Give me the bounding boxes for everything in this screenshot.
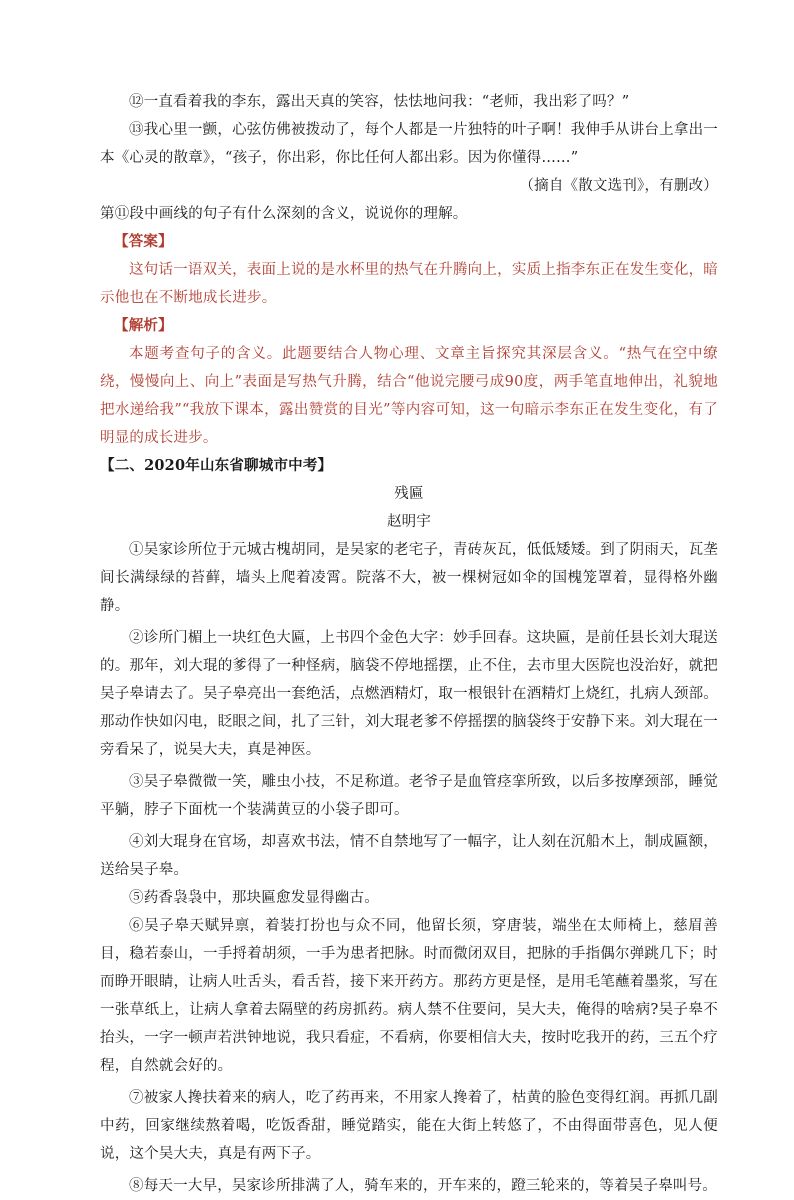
article-paragraph-3: ③吴子皋微微一笑，雕虫小技，不足称道。老爷子是血管痉挛所致，以后多按摩颈部，睡觉平躺，脖子下面枕一个装满黄豆的小袋子即可。 [100,774,718,818]
document-page [100,88,718,1200]
section-heading: 【二、2020年山东省聊城市中考】 [100,457,333,474]
paragraph-13: ⑬我心里一颤，心弦仿佛被拨动了，每个人都是一片独特的叶子啊！我伸手从讲台上拿出一本《心灵的散章》，“孩子，你出彩，你比任何人都出彩。因为你懂得……” [100,122,718,166]
analysis-text: 本题考查句子的含义。此题要结合人物心理、文章主旨探究其深层含义。“热气在空中缭绕，慢慢向上、向上”表面是写热气升腾，结合“他说完腰弓成90度，两手笔直地伸出，礼貌地把水递给我”“我放下课本，露出赞赏的目光”等内容可知，这一句暗示李东正在发生变化，有了明显的成长进步。 [100,346,718,446]
answer-tag: 【答案】 [114,233,173,250]
article-title: 残匾 [394,486,424,502]
article-paragraph-4: ④刘大琨身在官场，却喜欢书法，情不自禁地写了一幅字，让人刻在沉船木上，制成匾额，送给吴子皋。 [100,834,718,878]
paragraph-12: ⑫一直看着我的李东，露出天真的笑容，怯怯地问我：“老师，我出彩了吗？” [129,94,630,110]
article-paragraph-7: ⑦被家人搀扶着来的病人，吃了药再来，不用家人搀着了，枯黄的脸色变得红润。再抓几副中药，回家继续熬着喝，吃饭香甜，睡觉踏实，能在大街上转悠了，不由得面带喜色，见人便说，这个吴大夫，真是有两下子。 [100,1090,718,1162]
article-paragraph-5: ⑤药香袅袅中，那块匾愈发显得幽古。 [129,890,379,906]
question-prompt: 第⑪段中画线的句子有什么深刻的含义，说说你的理解。 [100,206,468,222]
article-paragraph-2: ②诊所门楣上一块红色大匾，上书四个金色大字：妙手回春。这块匾，是前任县长刘大琨送的。那年，刘大琨的爹得了一种怪病，脑袋不停地摇摆，止不住，去市里大医院也没治好，就把吴子皋请去了。吴子皋亮出一套绝活，点燃酒精灯，取一根银针在酒精灯上烧红，扎病人颈部。那动作快如闪电，眨眼之间，扎了三针，刘大琨老爹不停摇摆的脑袋终于安静下来。刘大琨在一旁看呆了，说吴大夫，真是神医。 [100,630,718,758]
article-paragraph-8: ⑧每天一大早，吴家诊所排满了人，骑车来的，开车来的，蹬三轮来的，等着吴子皋叫号。 [129,1178,717,1194]
article-paragraph-1: ①吴家诊所位于元城古槐胡同，是吴家的老宅子，青砖灰瓦，低低矮矮。到了阴雨天，瓦垄间长满绿绿的苔藓，墙头上爬着凌霄。院落不大，被一棵树冠如伞的国槐笼罩着，显得格外幽静。 [100,542,718,614]
article-author: 赵明宇 [386,514,432,530]
article-paragraph-6: ⑥吴子皋天赋异禀，着装打扮也与众不同，他留长须，穿唐装，端坐在太师椅上，慈眉善目，稳若泰山，一手捋着胡须，一手为患者把脉。时而微闭双目，把脉的手指偶尔弹跳几下；时而睁开眼睛，让病人吐舌头，看舌苔，接下来开药方。那药方更是怪，是用毛笔蘸着墨浆，写在一张草纸上，让病人拿着去隔壁的药房抓药。病人禁不住要问，吴大夫，俺得的啥病?吴子皋不抬头，一字一顿声若洪钟地说，我只看症，不看病，你要相信大夫，按时吃我开的药，三五个疗程，自然就会好的。 [100,918,718,1074]
answer-text: 这句话一语双关，表面上说的是水杯里的热气在升腾向上，实质上指李东正在发生变化，暗示他也在不断地成长进步。 [100,262,718,306]
analysis-tag: 【解析】 [114,317,173,334]
source-citation: （摘自《散文选刊》，有删改） [519,178,718,194]
